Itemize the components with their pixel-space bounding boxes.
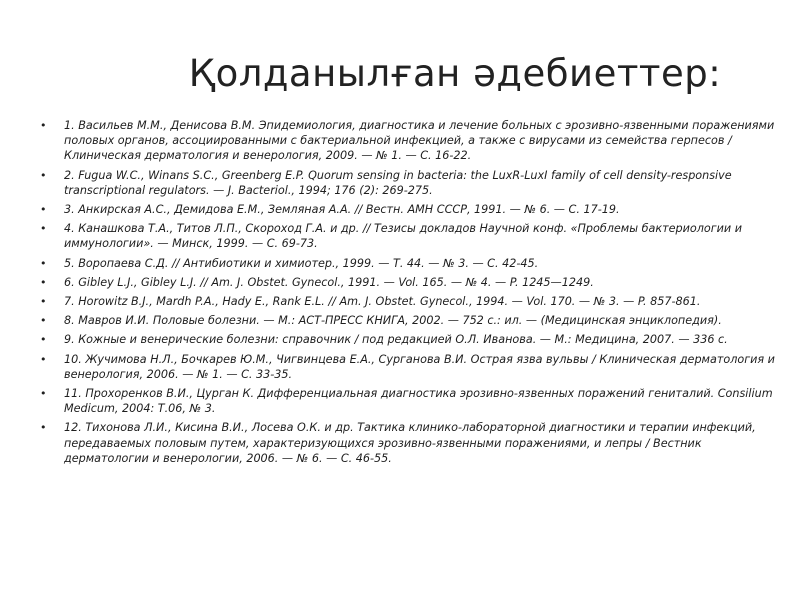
bullet-icon: • bbox=[40, 275, 47, 289]
slide-title: Қолданылған әдебиеттер: bbox=[188, 52, 722, 95]
bullet-icon: • bbox=[40, 222, 47, 236]
reference-item bbox=[40, 332, 780, 347]
reference-list bbox=[40, 118, 780, 470]
reference-item bbox=[40, 352, 780, 382]
reference-text: 3. Анкирская А.С., Демидова Е.М., Земляная А.А. // Вестн. АМН СССР, 1991. — № 6. — С. 17-19. bbox=[64, 203, 620, 217]
reference-item bbox=[40, 386, 780, 416]
bullet-icon: • bbox=[40, 387, 47, 401]
reference-text: 4. Канашкова Т.А., Титов Л.П., Скороход Г.А. и др. // Тезисы докладов Научной конф. «Проблемы бактериологии и иммунологии». — Минск, 1999. — С. 69-73. bbox=[64, 222, 742, 251]
bullet-icon: • bbox=[40, 119, 47, 132]
bullet-icon: • bbox=[40, 352, 47, 366]
reference-text: 7. Horowitz B.J., Mardh P.A., Hady E., Rank E.L. // Am. J. Obstet. Gynecol., 1994. — Vol. 170. — № 3. — P. 857-861. bbox=[64, 295, 701, 309]
reference-item bbox=[40, 118, 780, 164]
bullet-icon: • bbox=[40, 168, 47, 182]
bullet-icon: • bbox=[40, 421, 47, 435]
reference-text: 12. Тихонова Л.И., Кисина В.И., Лосева О.К. и др. Тактика клинико-лабораторной диагностики и терапии инфекций, передаваемых половым путем, характеризующихся эрозивно-язвенными поражениями, и лепры / Вестник дерматологии и венерологии, 2006. — № 6. — С. 46-55. bbox=[64, 421, 756, 465]
reference-item bbox=[40, 256, 780, 271]
reference-item bbox=[40, 221, 780, 251]
reference-item bbox=[40, 294, 780, 309]
reference-item bbox=[40, 168, 780, 198]
reference-item bbox=[40, 420, 780, 466]
reference-text: 11. Прохоренков В.И., Цурган К. Дифференциальная диагностика эрозивно-язвенных поражений гениталий. Consilium Medicum, 2004: Т.06, № 3. bbox=[64, 387, 773, 416]
reference-text: 1. Васильев М.М., Денисова В.М. Эпидемиология, диагностика и лечение больных с эрозивно-язвенными поражениями половых органов, ассоциированными с бактериальной инфекцией, а также с вирусами из семейства герпесов / Клиническая дерматология и венерология, 2009. — № 1. — С. 16-22. bbox=[64, 119, 775, 163]
bullet-icon: • bbox=[40, 333, 47, 347]
bullet-icon: • bbox=[40, 295, 47, 309]
reference-item bbox=[40, 202, 780, 217]
bullet-icon: • bbox=[40, 203, 47, 217]
bullet-icon: • bbox=[40, 314, 47, 328]
reference-text: 8. Мавров И.И. Половые болезни. — М.: АСТ-ПРЕСС КНИГА, 2002. — 752 с.: ил. — (Медицинская энциклопедия). bbox=[64, 314, 722, 328]
reference-text: 5. Воропаева С.Д. // Антибиотики и химиотер., 1999. — Т. 44. — № 3. — С. 42-45. bbox=[64, 256, 539, 270]
reference-text: 6. Gibley L.J., Gibley L.J. // Am. J. Obstet. Gynecol., 1991. — Vol. 165. — № 4. — P. 1245—1249. bbox=[64, 275, 594, 289]
reference-text: 2. Fugua W.C., Winans S.C., Greenberg E.P. Quorum sensing in bacteria: the LuxR-LuxI family of cell density-responsive transcriptional regulators. — J. Bacteriol., 1994; 176 (2): 269-275. bbox=[64, 168, 732, 197]
bullet-icon: • bbox=[40, 256, 47, 270]
reference-item bbox=[40, 313, 780, 328]
reference-text: 10. Жучимова Н.Л., Бочкарев Ю.М., Чигвинцева Е.А., Сурганова В.И. Острая язва вульвы / Клиническая дерматология и венерология, 2006. — № 1. — С. 33-35. bbox=[64, 352, 775, 381]
reference-item bbox=[40, 275, 780, 290]
reference-text: 9. Кожные и венерические болезни: справочник / под редакцией О.Л. Иванова. — М.: Медицина, 2007. — 336 с. bbox=[64, 333, 728, 347]
